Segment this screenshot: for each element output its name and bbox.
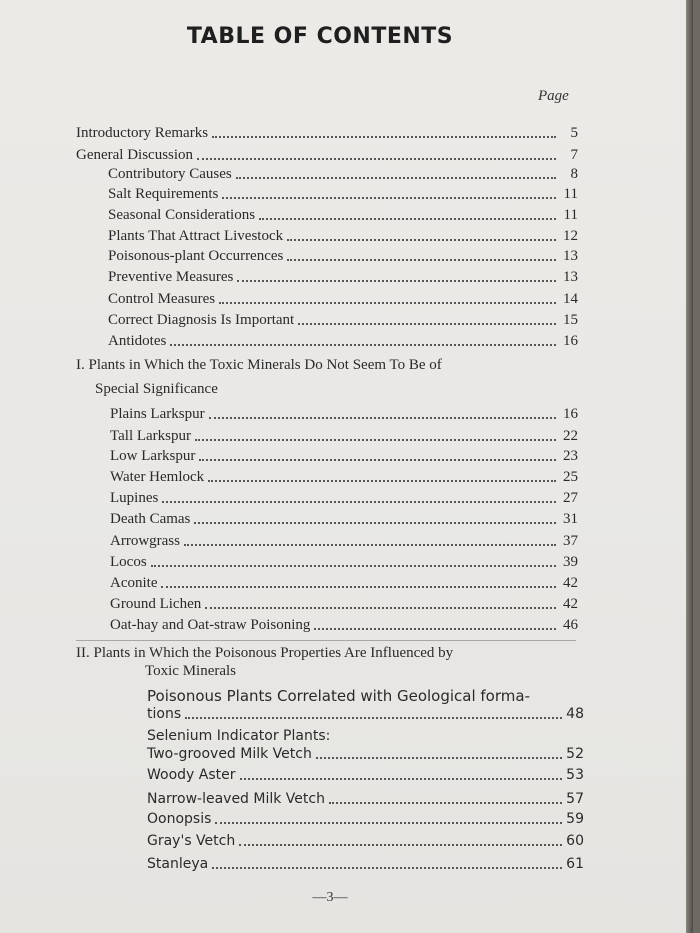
toc-entry-label: Death Camas — [110, 511, 191, 527]
toc-entry-label: Preventive Measures — [108, 269, 234, 285]
toc-entry-page: 31 — [563, 511, 578, 527]
toc-entry-page: 57 — [566, 791, 584, 807]
toc-entry-page: 16 — [563, 333, 578, 349]
toc-entry-label: Woody Aster — [147, 767, 236, 783]
toc-entry-label: Locos — [110, 554, 147, 570]
toc-entry-label: Two-grooved Milk Vetch — [147, 746, 312, 762]
toc-entry-label: Gray's Vetch — [147, 833, 236, 849]
toc-entry-page: 11 — [563, 186, 578, 202]
page-column-header: Page — [538, 88, 569, 104]
dot-leader — [205, 606, 556, 609]
toc-entry[interactable] — [147, 810, 584, 828]
toc-entry[interactable] — [108, 290, 578, 308]
toc-entry[interactable] — [108, 206, 578, 224]
toc-entry-page: 60 — [566, 833, 584, 849]
dot-leader — [209, 416, 556, 419]
toc-entry-label: Narrow-leaved Milk Vetch — [147, 791, 325, 807]
toc-entry[interactable] — [108, 332, 578, 350]
toc-entry[interactable] — [108, 311, 578, 329]
toc-entry-page: 7 — [570, 147, 578, 163]
dot-leader — [161, 585, 556, 588]
toc-entry-label: Oat-hay and Oat-straw Poisoning — [110, 617, 311, 633]
toc-entry[interactable] — [110, 595, 578, 613]
dot-leader — [215, 821, 562, 824]
dot-leader — [170, 343, 556, 346]
dot-leader — [219, 301, 556, 304]
dot-leader — [316, 756, 562, 759]
toc-entry-page: 46 — [563, 617, 578, 633]
toc-entry-page: 13 — [563, 248, 578, 264]
dot-leader — [259, 217, 556, 220]
subsection-heading: Poisonous Plants Correlated with Geological forma- — [147, 687, 530, 705]
dot-leader — [208, 479, 556, 482]
book-edge — [686, 0, 693, 933]
toc-entry-label: Low Larkspur — [110, 448, 196, 464]
toc-entry-label: Tall Larkspur — [110, 428, 192, 444]
toc-entry[interactable] — [110, 468, 578, 486]
page-title: TABLE OF CONTENTS — [186, 24, 454, 49]
toc-entry-page: 8 — [570, 166, 578, 182]
toc-entry-label: Lupines — [110, 490, 159, 506]
toc-entry-page: 11 — [563, 207, 578, 223]
toc-entry[interactable] — [110, 510, 578, 528]
toc-entry-page: 42 — [563, 575, 578, 591]
toc-entry[interactable] — [108, 268, 578, 286]
toc-entry-page: 12 — [563, 228, 578, 244]
dot-leader — [212, 135, 556, 138]
toc-entry[interactable] — [108, 227, 578, 245]
toc-entry-label: Salt Requirements — [108, 186, 219, 202]
toc-entry[interactable] — [147, 745, 584, 763]
dot-leader — [287, 238, 556, 241]
dot-leader — [222, 196, 556, 199]
toc-entry-page: 5 — [570, 125, 578, 141]
page-number: —3— — [312, 890, 348, 905]
toc-entry-label: tions — [147, 706, 182, 722]
toc-entry-label: Oonopsis — [147, 811, 212, 827]
dot-leader — [329, 801, 562, 804]
section-1-heading-cont: Special Significance — [95, 381, 218, 397]
toc-entry-page: 52 — [566, 746, 584, 762]
toc-entry[interactable] — [110, 405, 578, 423]
dot-leader — [184, 543, 556, 546]
toc-entry-label: Plants That Attract Livestock — [108, 228, 284, 244]
toc-entry[interactable] — [110, 447, 578, 465]
toc-entry-label: Water Hemlock — [110, 469, 205, 485]
dot-leader — [314, 627, 556, 630]
toc-entry[interactable] — [110, 553, 578, 571]
dot-leader — [197, 157, 556, 160]
toc-entry[interactable] — [110, 574, 578, 592]
toc-entry-page: 16 — [563, 406, 578, 422]
dot-leader — [237, 279, 556, 282]
toc-entry[interactable] — [147, 766, 584, 784]
toc-entry-page: 61 — [566, 856, 584, 872]
dot-leader — [287, 258, 556, 261]
toc-entry-label: Aconite — [110, 575, 158, 591]
toc-entry[interactable] — [108, 247, 578, 265]
toc-entry-label: Antidotes — [108, 333, 167, 349]
toc-entry[interactable] — [110, 427, 578, 445]
toc-entry-page: 13 — [563, 269, 578, 285]
dot-leader — [236, 176, 556, 179]
toc-entry-label: Contributory Causes — [108, 166, 232, 182]
dot-leader — [199, 458, 556, 461]
toc-entry-page: 23 — [563, 448, 578, 464]
dot-leader — [239, 843, 562, 846]
toc-entry[interactable] — [110, 616, 578, 634]
dot-leader — [195, 438, 556, 441]
section-divider — [76, 640, 576, 641]
dot-leader — [162, 500, 556, 503]
toc-entry-page: 22 — [563, 428, 578, 444]
toc-entry[interactable] — [108, 165, 578, 183]
toc-entry[interactable] — [110, 489, 578, 507]
dot-leader — [298, 322, 556, 325]
toc-entry-page: 59 — [566, 811, 584, 827]
toc-entry[interactable] — [147, 832, 584, 850]
toc-entry[interactable] — [147, 855, 584, 873]
toc-entry-label: Control Measures — [108, 291, 216, 307]
toc-entry[interactable] — [147, 790, 584, 808]
toc-entry[interactable] — [110, 532, 578, 550]
toc-entry-page: 15 — [563, 312, 578, 328]
toc-entry-label: General Discussion — [76, 147, 194, 163]
toc-entry-label: Poisonous-plant Occurrences — [108, 248, 284, 264]
toc-entry-label: Correct Diagnosis Is Important — [108, 312, 295, 328]
toc-entry-page: 37 — [563, 533, 578, 549]
dot-leader — [212, 866, 562, 869]
dot-leader — [185, 716, 562, 719]
toc-entry-page: 14 — [563, 291, 578, 307]
indicator-heading: Selenium Indicator Plants: — [147, 728, 331, 744]
dot-leader — [194, 521, 556, 524]
toc-entry-page: 27 — [563, 490, 578, 506]
dot-leader — [240, 777, 562, 780]
toc-entry-label: Seasonal Considerations — [108, 207, 256, 223]
section-1-heading: I. Plants in Which the Toxic Minerals Do Not Seem To Be of — [76, 357, 442, 373]
section-2-heading-cont: Toxic Minerals — [145, 663, 237, 679]
toc-entry-label: Arrowgrass — [110, 533, 180, 549]
toc-entry[interactable] — [108, 185, 578, 203]
toc-entry-page: 25 — [563, 469, 578, 485]
toc-entry-page: 39 — [563, 554, 578, 570]
toc-entry[interactable] — [147, 705, 584, 723]
toc-entry-label: Ground Lichen — [110, 596, 202, 612]
toc-entry-label: Plains Larkspur — [110, 406, 205, 422]
toc-entry-page: 53 — [566, 767, 584, 783]
toc-entry-label: Introductory Remarks — [76, 125, 209, 141]
toc-entry[interactable] — [76, 146, 578, 164]
toc-entry[interactable] — [76, 124, 578, 142]
toc-entry-label: Stanleya — [147, 856, 209, 872]
toc-entry-page: 42 — [563, 596, 578, 612]
dot-leader — [151, 564, 556, 567]
section-2-heading: II. Plants in Which the Poisonous Properties Are Influenced by — [76, 645, 454, 661]
toc-entry-page: 48 — [566, 706, 584, 722]
